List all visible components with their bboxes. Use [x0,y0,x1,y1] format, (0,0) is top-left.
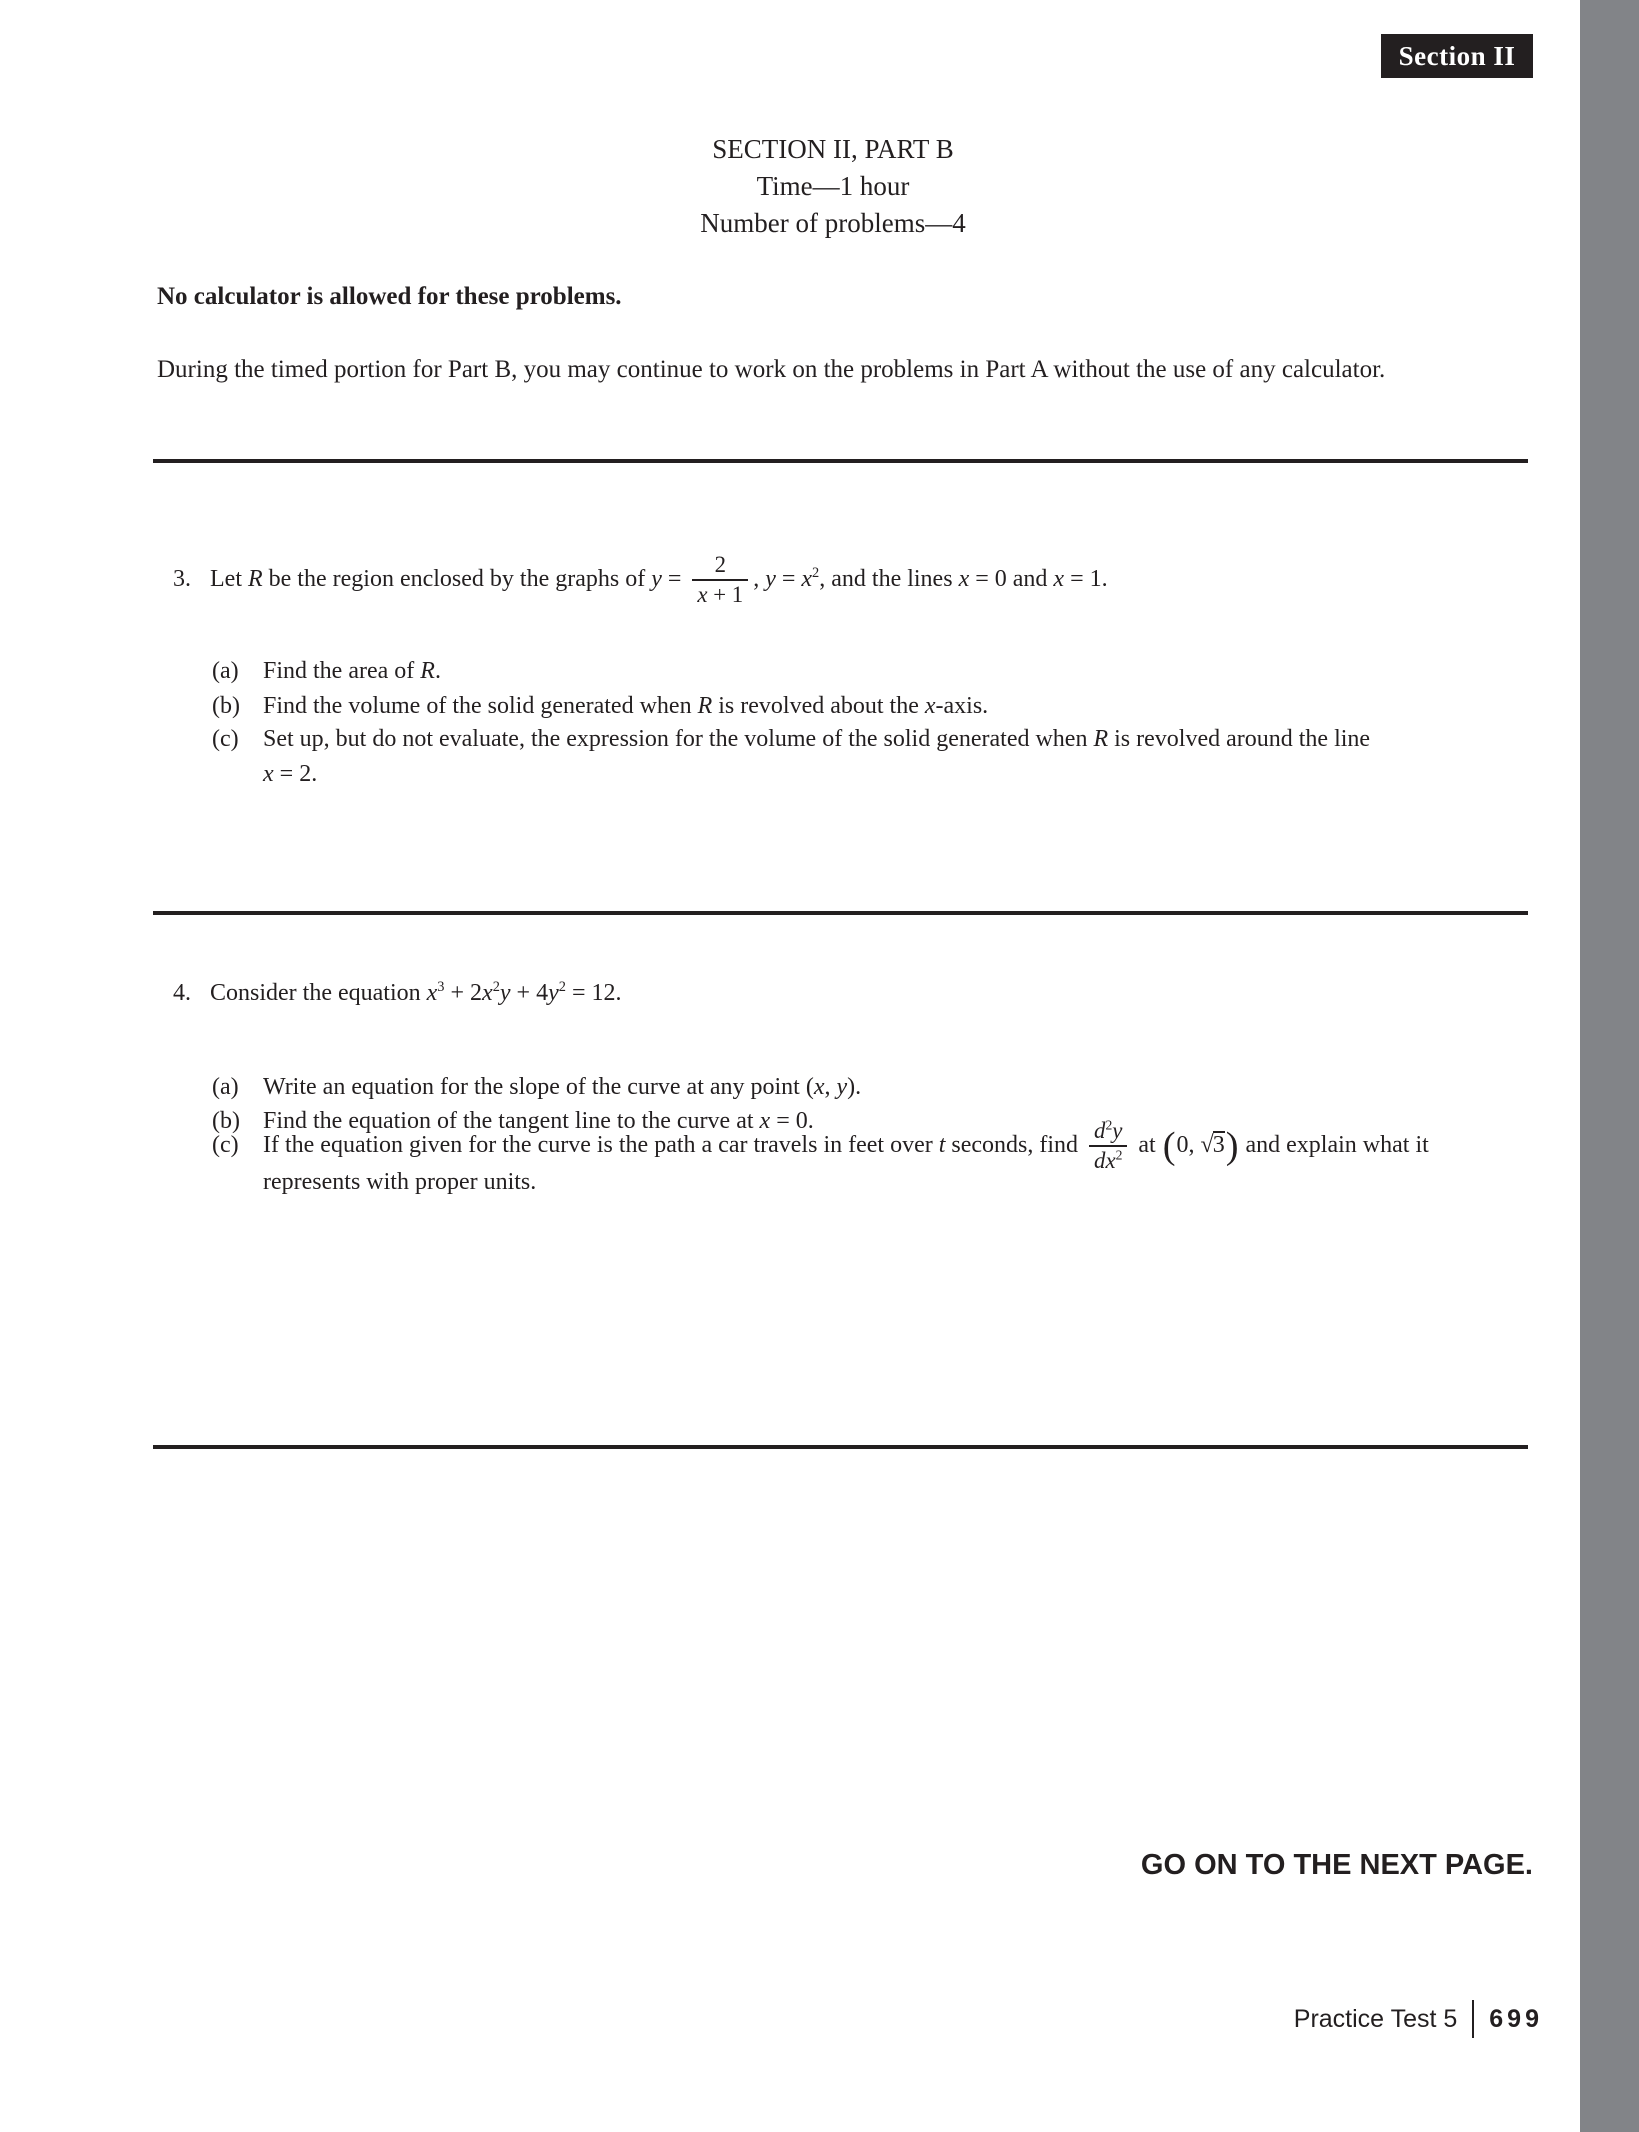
problem-4-stem [173,978,622,1009]
time-allotment: Time—1 hour [756,171,910,201]
part-c-text-line-2: represents with proper units. [263,1169,537,1195]
problem-4-stem-text: Consider the equation $x^3 + 2x^2y + 4y^2 = 12$. [210,979,622,1006]
divider-rule-top [153,459,1528,463]
page-edge-bar [1580,0,1639,2132]
part-c-label: (c) [212,726,239,752]
problem-count: Number of problems—4 [700,208,966,238]
part-b-label: (b) [212,693,240,719]
part-c-text-line-2: x = 2. [263,761,318,787]
problem-4-part-c-continuation [263,1167,536,1198]
part-a-label: (a) [212,1074,239,1100]
problem-3-part-a [212,656,441,687]
part-a-text: Find the area of R. [263,658,441,684]
part-c-text: If the equation given for the curve is the path a car travels in feet over t seconds, find $\frac{d^2y}{dx^2}$ at (0, √3) and explain what it [263,1117,1429,1174]
part-b-text: Find the equation of the tangent line to the curve at x = 0. [263,1108,814,1134]
go-on-notice: GO ON TO THE NEXT PAGE. [1140,1849,1533,1881]
problem-3-number: 3. [173,565,191,592]
problem-3-part-c [212,724,1370,755]
part-a-text: Write an equation for the slope of the curve at any point (x, y). [263,1074,862,1100]
part-b-label: (b) [212,1108,240,1134]
problem-4-number: 4. [173,980,191,1006]
section-badge: Section II [1381,34,1533,78]
part-c-text: Set up, but do not evaluate, the expression for the volume of the solid generated when R is revolved around the line [263,726,1371,752]
problem-3-part-c-continuation [263,759,317,790]
problem-4-part-a [212,1072,861,1103]
divider-rule-middle [153,911,1528,915]
part-c-label: (c) [212,1131,239,1158]
page-number: 699 [1489,2004,1543,2033]
exam-header [155,131,1511,242]
part-b-instructions: During the timed portion for Part B, you may continue to work on the problems in Part A without the use of any calculator. [157,356,1386,383]
divider-rule-bottom [153,1445,1528,1449]
no-calculator-note: No calculator is allowed for these problems. [157,283,622,310]
part-a-label: (a) [212,658,239,684]
page-footer [1294,2000,1543,2038]
problem-3-stem [173,552,1108,608]
book-label: Practice Test 5 [1293,2004,1458,2033]
part-b-text: Find the volume of the solid generated when R is revolved about the x-axis. [263,693,989,719]
problem-4-part-c [212,1118,1429,1174]
problem-3-stem-text: Let R be the region enclosed by the graphs of y = $\frac{2}{x + 1}$ , $y = x^2$, and the lines x = 0 and x = 1. [210,552,1108,608]
footer-separator [1472,2000,1474,2038]
problem-3-part-b [212,691,988,722]
section-title: SECTION II, PART B [712,134,954,164]
